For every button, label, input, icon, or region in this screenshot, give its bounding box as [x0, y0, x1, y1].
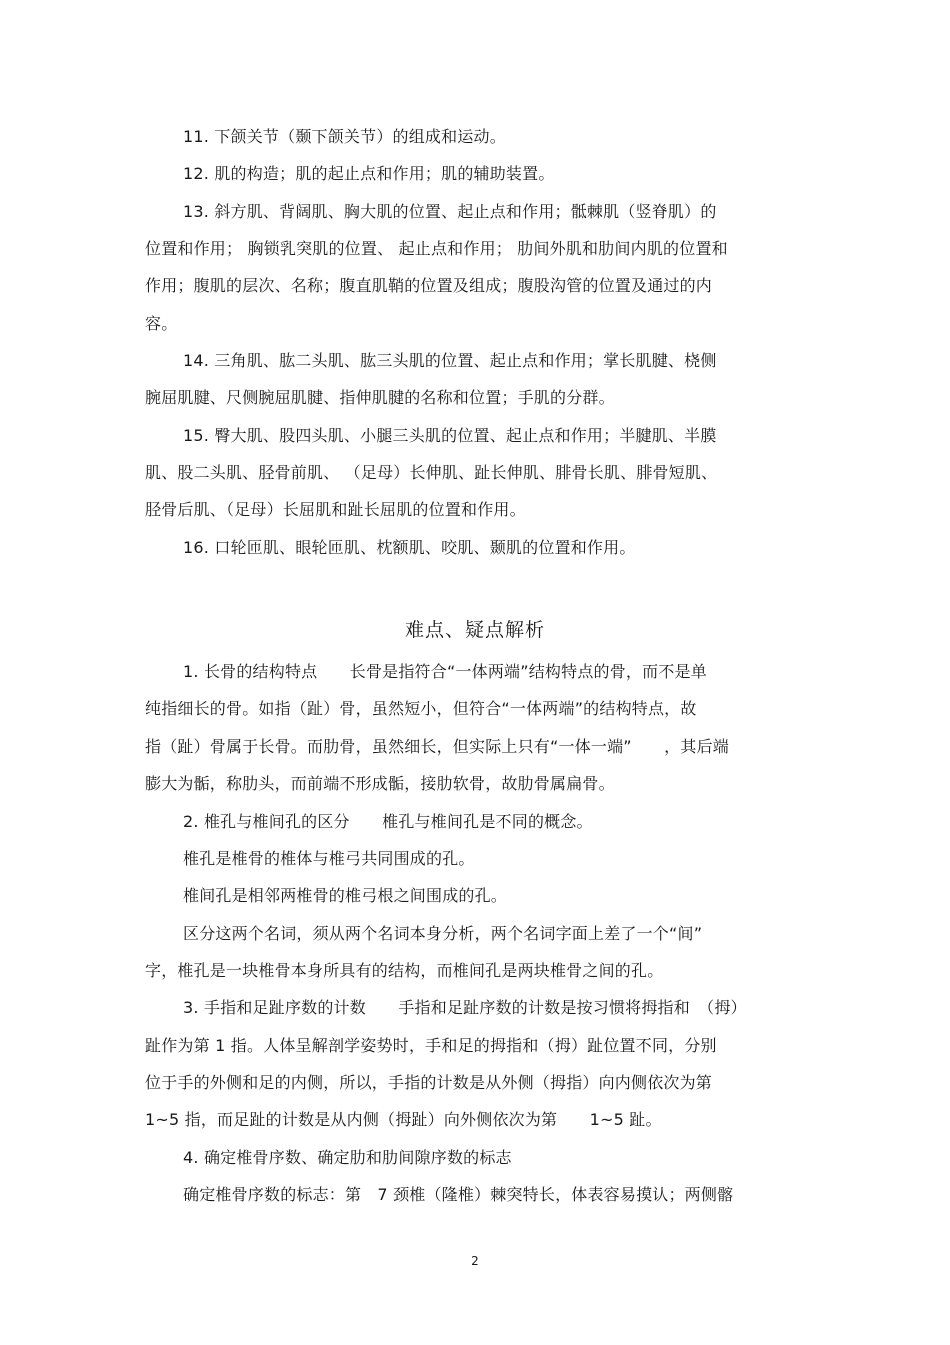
- list-item-13-cont: 容。: [145, 314, 178, 333]
- list-item-14: 14. 三角肌、肱二头肌、肱三头肌的位置、起止点和作用；掌长肌腱、桡侧: [183, 351, 717, 370]
- analysis-paragraph-line: 椎孔是椎骨的椎体与椎弓共同围成的孔。: [183, 849, 475, 868]
- list-item-12: 12. 肌的构造；肌的起止点和作用；肌的辅助装置。: [183, 164, 555, 183]
- list-item-15: 15. 臀大肌、股四头肌、小腿三头肌的位置、起止点和作用；半腱肌、半膜: [183, 426, 717, 445]
- analysis-paragraph-line: 字，椎孔是一块椎骨本身所具有的结构，而椎间孔是两块椎骨之间的孔。: [145, 961, 664, 980]
- analysis-paragraph-line: 椎间孔是相邻两椎骨的椎弓根之间围成的孔。: [183, 886, 508, 905]
- analysis-paragraph-line: 纯指细长的骨。如指（趾）骨，虽然短小，但符合“一体两端”的结构特点，故: [145, 699, 697, 718]
- list-item-13-cont: 位置和作用； 胸锁乳突肌的位置、 起止点和作用； 肋间外肌和肋间内肌的位置和: [145, 239, 728, 258]
- analysis-paragraph-line: 4. 确定椎骨序数、确定肋和肋间隙序数的标志: [183, 1148, 512, 1167]
- analysis-paragraph-line: 趾作为第 1 指。人体呈解剖学姿势时，手和足的拇指和（拇）趾位置不同，分别: [145, 1036, 717, 1055]
- analysis-paragraph-line: 2. 椎孔与椎间孔的区分 椎孔与椎间孔是不同的概念。: [183, 812, 593, 831]
- list-item-13-cont: 作用；腹肌的层次、名称；腹直肌鞘的位置及组成；腹股沟管的位置及通过的内: [145, 276, 713, 295]
- list-item-15-cont: 胫骨后肌、（足母）长屈肌和趾长屈肌的位置和作用。: [145, 500, 526, 519]
- list-item-13: 13. 斜方肌、背阔肌、胸大肌的位置、起止点和作用；骶棘肌（竖脊肌）的: [183, 202, 717, 221]
- analysis-paragraph-line: 1~5 指，而足趾的计数是从内侧（拇趾）向外侧依次为第 1~5 趾。: [145, 1110, 662, 1129]
- analysis-paragraph-line: 位于手的外侧和足的内侧，所以，手指的计数是从外侧（拇指）向内侧依次为第: [145, 1073, 713, 1092]
- list-item-11: 11. 下颌关节（颞下颌关节）的组成和运动。: [183, 127, 506, 146]
- analysis-paragraph-line: 1. 长骨的结构特点 长骨是指符合“一体两端”结构特点的骨，而不是单: [183, 662, 707, 681]
- list-item-15-cont: 肌、股二头肌、胫骨前肌、 （足母）长伸肌、趾长伸肌、腓骨长肌、腓骨短肌、: [145, 463, 718, 482]
- analysis-paragraph-line: 区分这两个名词，须从两个名词本身分析，两个名词字面上差了一个“间”: [183, 924, 703, 943]
- list-item-16: 16. 口轮匝肌、眼轮匝肌、枕额肌、咬肌、颞肌的位置和作用。: [183, 538, 636, 557]
- section-heading: 难点、疑点解析: [404, 619, 545, 641]
- analysis-paragraph-line: 确定椎骨序数的标志：第 7 颈椎（隆椎）棘突特长，体表容易摸认；两侧髂: [183, 1185, 734, 1204]
- page-number: 2: [471, 1254, 479, 1268]
- analysis-paragraph-line: 3. 手指和足趾序数的计数 手指和足趾序数的计数是按习惯将拇指和 （拇）: [183, 998, 747, 1017]
- analysis-paragraph-line: 膨大为骺，称肋头，而前端不形成骺，接肋软骨，故肋骨属扁骨。: [145, 774, 615, 793]
- list-item-14-cont: 腕屈肌腱、尺侧腕屈肌腱、指伸肌腱的名称和位置；手肌的分群。: [145, 388, 615, 407]
- analysis-paragraph-line: 指（趾）骨属于长骨。而肋骨，虽然细长，但实际上只有“一体一端” ，其后端: [145, 737, 729, 756]
